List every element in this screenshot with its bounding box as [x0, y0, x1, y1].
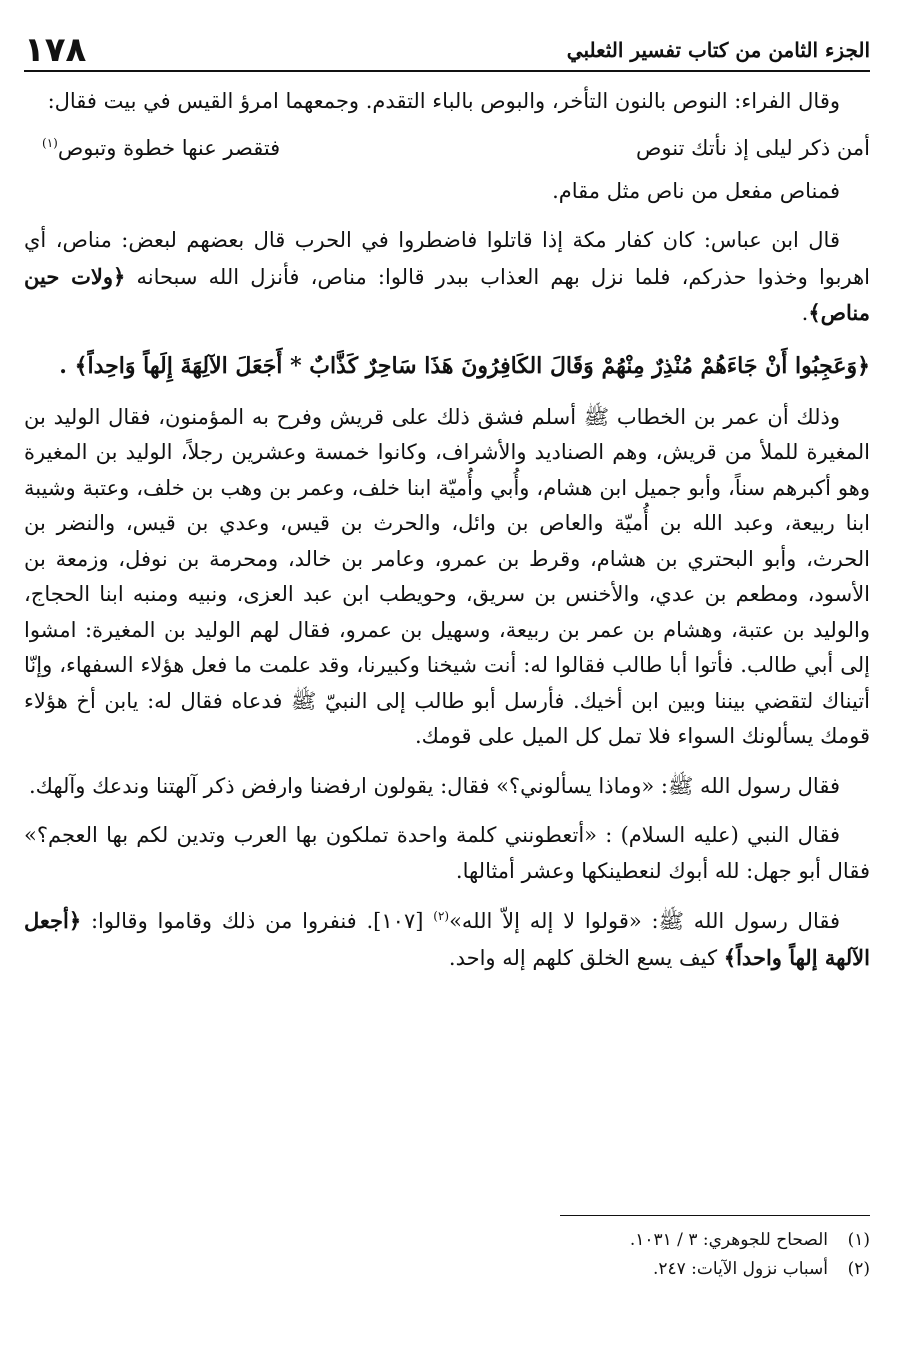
page: [24, 22, 870, 976]
verse-second-hemistich: فتقصر عنها خطوة وتبوص$^{(١)}$: [42, 135, 281, 160]
paragraph-shahada: فقال رسول الله ﷺ: «قولوا لا إله إلاّ الله»$^{(٢)}$ [١٠٧]. فنفروا من ذلك وقاموا وقالوا: ﴿أجعل الآلهة إلهاً واحداً﴾ كيف يسع الخلق كلهم إله واحد.: [24, 908, 870, 970]
footnote-item: (٢) أسباب نزول الآيات: ٢٤٧.: [652, 1259, 870, 1279]
paragraph-abu-jahl: فقال النبي (عليه السلام) : «أتعطونني كلمة واحدة تملكون بها العرب وتدين لكم بها العجم؟» فقال أبو جهل: لله أبوك لنعطينكها وعشر أمثالها.: [24, 823, 870, 883]
footnote-marker-1: (١): [42, 135, 58, 150]
paragraph-manas: فمناص مفعل من ناص مثل مقام.: [552, 178, 840, 203]
page-header: [24, 22, 870, 72]
verse-first-hemistich: أمن ذكر ليلى إذ نأتك تنوص: [636, 135, 870, 160]
footnote-marker-2: (٢): [433, 909, 450, 923]
paragraph-umar-story: وذلك أن عمر بن الخطاب ﷺ أسلم فشق ذلك على قريش وفرح به المؤمنون، فقال الوليد بن المغيرة للملأ من قريش، وهم الصناديد والأشراف، وكانوا خمسة وعشرين رجلاً، الوليد بن المغيرة وهو أكبرهم سناً، وأبو جميل ابن هشام، وأُبي وأُميّة ابنا خلف، وعمر بن وهب بن خلف، وعتبة وشيبة ابنا ربيعة، وعبد الله بن أُميّة والعاص بن وائل، والحرث بن قيس، وعدي بن قيس، والنضر بن الحرث، وأبو البحتري بن هشام، وقرط بن عمرو، وعامر بن خالد، ومحرمة بن نوفل، وزمعة بن الأسود، ومطعم بن عدي، والأخنس بن سريق، وحويطب ابن عبد العزى، ونبيه ومنبه ابنا الحجاج، والوليد بن عتبة، وهشام بن عمر بن ربيعة، وسهيل بن عمرو، فقال لهم الوليد بن المغيرة: امشوا إلى أبي طالب. فأتوا أبا طالب فقالوا له: أنت شيخنا وكبيرنا، وقد علمت ما فعل هؤلاء السفهاء، وإنّا أتيناك لتقضي بيننا وبين ابن أخيك. فأرسل أبو طالب إلى النبيّ ﷺ فدعاه فقال له: يابن أخ هؤلاء قومك يسألونك السواء فلا تمل كل الميل على قومك.: [24, 404, 871, 748]
page-number: ١٧٨: [24, 30, 87, 70]
quran-quote-inline-2: ﴿أجعل الآلهة إلهاً واحداً﴾: [24, 908, 870, 970]
paragraph-prophet-reply: فقال رسول الله ﷺ: «وماذا يسألوني؟» فقال: يقولون ارفضنا وارفض ذكر آلهتنا وندعك وآلهك.: [28, 773, 840, 798]
quran-quote-inline: ﴿ولات حين مناص﴾: [24, 263, 870, 325]
footnotes: [170, 1226, 870, 1284]
quran-verse: ﴿وَعَجِبُوا أَنْ جَاءَهُمْ مُنْذِرٌ مِنْهُمْ وَقَالَ الكَافِرُونَ هَذَا سَاحِرٌ كَذَّابٌ * أَجَعَلَ الآلِهَةَ إِلَهاً وَاحِداً﴾ .: [59, 352, 870, 379]
footnote-item: (١) الصحاح للجوهري: ٣ / ١٠٣١.: [629, 1230, 870, 1250]
footnote-divider: [560, 1215, 870, 1216]
poetry-verse: [24, 128, 870, 168]
paragraph-ibn-abbas: قال ابن عباس: كان كفار مكة إذا قاتلوا فاضطروا في الحرب قال بعضهم لبعض: مناص، أي اهربوا وخذوا حذركم، فلما نزل بهم العذاب ببدر قالوا: مناص، فأنزل الله سبحانه ﴿ولات حين مناص﴾.: [24, 228, 870, 325]
paragraph-farra: وقال الفراء: النوص بالنون التأخر، والبوص بالباء التقدم. وجمعهما امرؤ القيس في بيت فقال:: [47, 89, 840, 113]
running-title: الجزء الثامن من كتاب تفسير الثعلبي: [566, 38, 870, 62]
